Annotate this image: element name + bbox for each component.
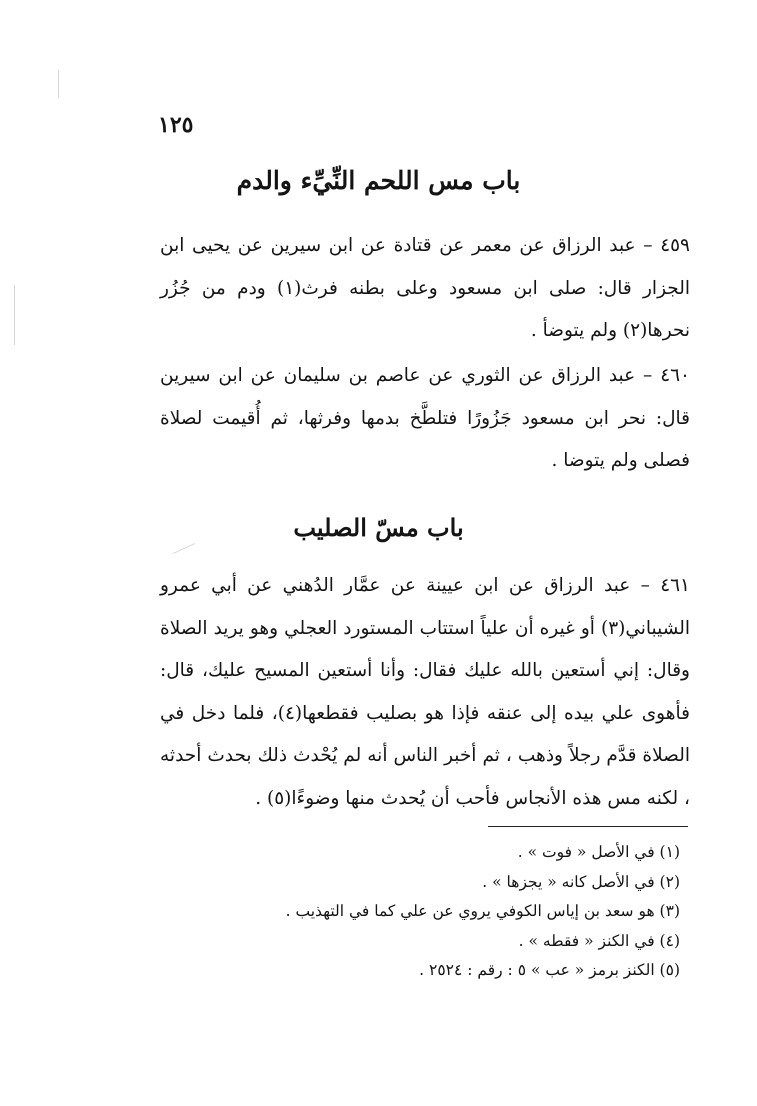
section-heading-1: باب مس اللحم النِّيِّء والدم — [236, 166, 521, 195]
page-number: ١٢٥ — [158, 112, 194, 138]
hadith-460: ٤٦٠ – عبد الرزاق عن الثوري عن عاصم بن سليمان عن ابن سيرين قال: نحر ابن مسعود جَزُورًا فتلطَّخ بدمها وفرثها، ثم أُقيمت لصلاة فصلى ولم يتوضا . — [160, 365, 690, 471]
footnote-4: (٤) في الكنز « فقطه » . — [518, 931, 680, 950]
section-heading-2: باب مسّ الصليب — [293, 513, 464, 542]
scan-mark — [14, 285, 15, 345]
footnote-1: (١) في الأصل « فوت » . — [517, 843, 680, 861]
footnote-divider — [488, 826, 688, 827]
hadith-461: ٤٦١ – عبد الرزاق عن ابن عيينة عن عمَّار الدُهني عن أبي عمرو الشيباني(٣) أو غيره أن علياً استتاب المستورد العجلي وهو يريد الصلاة وقال: إني أستعين بالله عليك فقال: وأنا أستعين المسيح عليك، قال: فأهوى علي بيده إلى عنقه فإذا هو بصليب فقطعها(٤)، فلما دخل في الصلاة قدَّم رجلاً وذهب ، ثم أخبر الناس أنه لم يُحْدث ذلك بحدث أحدثه ، لكنه مس هذه الأنجاس فأحب أن يُحدث منها وضوءًا(٥) . — [160, 575, 690, 809]
hadith-459: ٤٥٩ – عبد الرزاق عن معمر عن قتادة عن ابن سيرين عن يحيى ابن الجزار قال: صلى ابن مسعود وعلى بطنه فرث(١) ودم من جُزُر نحرها(٢) ولم يتوضأ . — [160, 235, 690, 341]
footnotes-list — [160, 838, 680, 986]
footnote-3: (٣) هو سعد بن إياس الكوفي يروي عن علي كما في التهذيب . — [285, 902, 680, 920]
scan-mark — [173, 543, 195, 554]
footnote-5: (٥) الكنز برمز « عب » ٥ : رقم : ٢٥٢٤ . — [419, 961, 680, 979]
footnote-2: (٢) في الأصل كانه « يجزها » . — [482, 872, 680, 891]
scan-mark — [58, 70, 59, 98]
